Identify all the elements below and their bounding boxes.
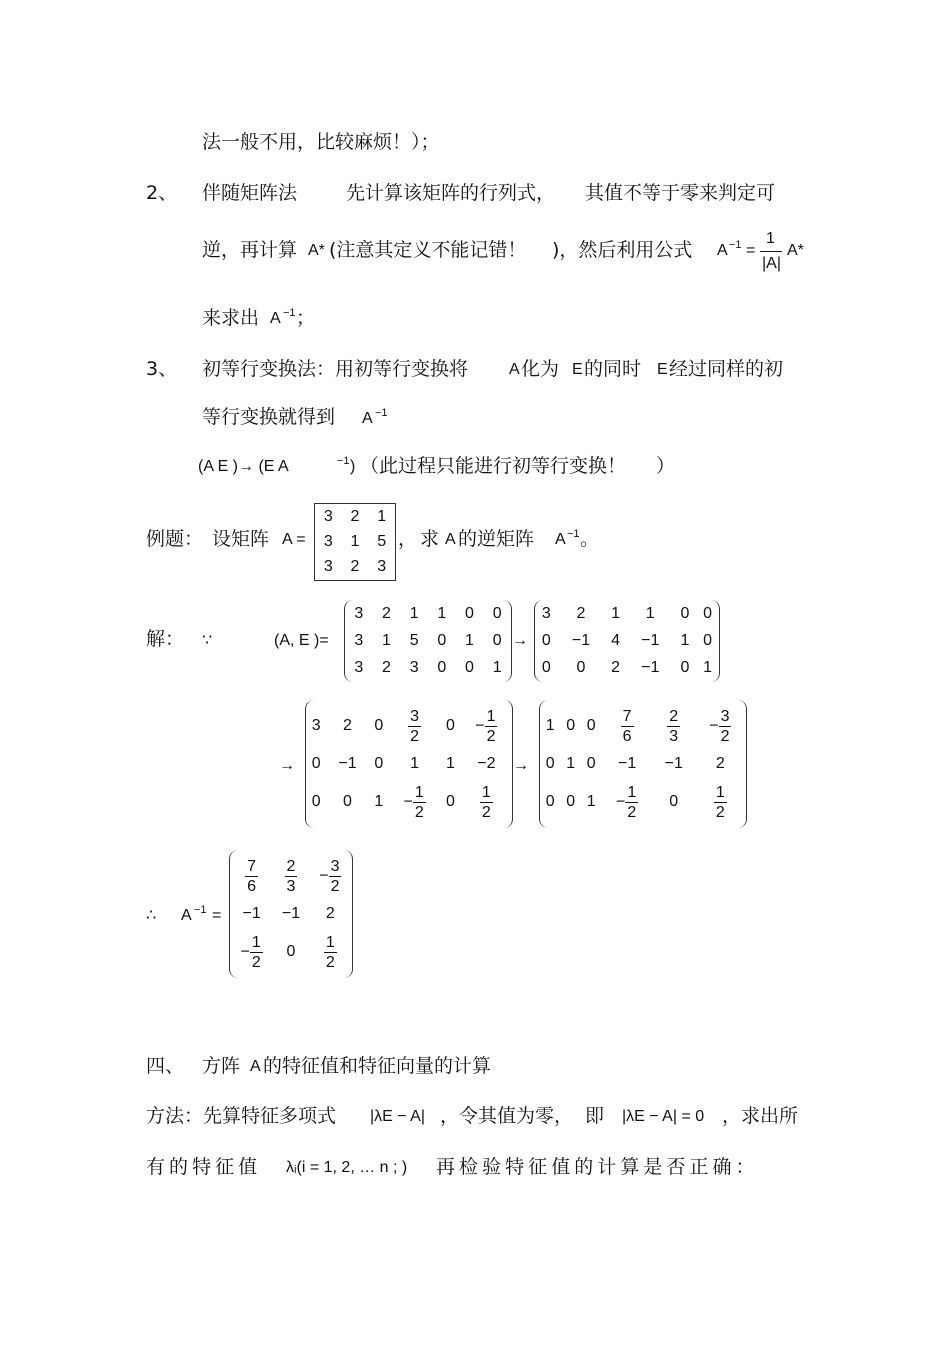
text-line: ） <box>656 455 676 477</box>
matrix-step3: 1 0 0 $\frac{7}{6}$ $\frac{2}{3}$ − $\frac{3}{2}$ 0 1 0 −1 −1 2 0 0 1 − $\frac{1}{2}$ 0 $\frac{1}{2}$ <box>539 700 747 828</box>
text-line: 的同时 <box>584 358 642 380</box>
text-line: ，令其值为零， <box>440 1105 574 1127</box>
because-symbol: ∵ <box>202 632 213 649</box>
section-number: 四、 <box>146 1055 185 1077</box>
text-line: 有 的 特 征 值 <box>146 1156 258 1178</box>
math-A: A <box>250 1058 261 1075</box>
text-line: 设矩阵 <box>212 528 270 550</box>
text-line: ， <box>398 528 418 550</box>
formula-sup: −1 <box>729 239 742 251</box>
math-inverse: A <box>270 310 281 327</box>
math-inverse: A <box>181 907 192 924</box>
math-A: A <box>445 531 456 548</box>
text-line: 的逆矩阵 <box>458 528 535 550</box>
text-line: 来求出 <box>202 307 260 329</box>
item-number: 2、 <box>146 182 178 204</box>
math-E: E <box>572 361 583 378</box>
augmented-label: (A, E )= <box>274 632 329 649</box>
therefore-symbol: ∴ <box>146 907 157 924</box>
math-E: E <box>657 361 668 378</box>
math-sup: −1 <box>567 528 580 540</box>
matrix-AE: 3 2 1 1 0 0 3 1 5 0 1 0 3 2 3 0 0 1 <box>344 600 512 682</box>
method-name: 伴随矩阵法 <box>202 182 298 204</box>
math-adjugate: A* <box>308 242 325 259</box>
eigenvalues: λᵢ(i = 1, 2, … n ; ) <box>286 1159 408 1176</box>
formula-num: 1 <box>766 230 775 247</box>
text-line: 等行变换就得到 <box>202 406 336 428</box>
char-equation: |λE − A| = 0 <box>622 1108 705 1125</box>
example-label: 例题： <box>146 528 204 550</box>
matrix-step1: 3 2 1 1 0 0 0 −1 4 −1 1 0 0 0 2 −1 0 1 <box>534 600 720 682</box>
text-line: 经过同样的初 <box>669 358 784 380</box>
text-line: 初等行变换法：用初等行变换将 <box>202 358 469 380</box>
formula-eq: = <box>746 242 756 259</box>
arrow: → <box>279 757 295 774</box>
math-sup: −1 <box>283 307 296 319</box>
math-sup: −1 <box>375 407 388 419</box>
text-line: 方法：先算特征多项式 <box>146 1105 337 1127</box>
text-line: 化为 <box>521 358 560 380</box>
math-inverse: A <box>555 531 566 548</box>
matrix-A: 3 2 1 3 1 5 3 2 3 <box>314 503 396 581</box>
item-number: 3、 <box>146 358 178 380</box>
text-line: 。 <box>580 528 600 550</box>
text-line: （此过程只能进行初等行变换！ <box>360 455 627 477</box>
text-line: 逆，再计算 <box>202 239 298 261</box>
arrow: → <box>512 632 528 649</box>
math-sup: −1 <box>337 455 350 467</box>
math-paren: ) <box>350 458 356 475</box>
formula-rhs: A* <box>787 242 804 259</box>
text-line: 即 <box>585 1105 605 1127</box>
augmented-expression: (A E )→ (E A <box>198 458 289 475</box>
text-line: (注意其定义不能记错！ <box>329 239 527 261</box>
math-A: A <box>509 361 520 378</box>
math-A-eq: A = <box>282 531 306 548</box>
math-inverse: A <box>362 410 373 427</box>
text-line: 求 <box>420 528 440 550</box>
text-line: ； <box>296 307 316 329</box>
matrix-inverse: $\frac{7}{6}$ $\frac{2}{3}$ − $\frac{3}{2}$ −1 −1 2 − $\frac{1}{2}$ 0 $\frac{1}{2}$ <box>229 850 353 978</box>
section-title: 方阵 <box>202 1055 241 1077</box>
text-line: ，求出所 <box>722 1105 799 1127</box>
matrix-step2: 3 2 0 $\frac{3}{2}$ 0 − $\frac{1}{2}$ 0 −1 0 1 1 −2 0 0 1 − $\frac{1}{2}$ 0 $\frac{1}{2}$ <box>305 700 513 828</box>
char-polynomial: |λE − A| <box>370 1108 426 1125</box>
text-line: 再 检 验 特 征 值 的 计 算 是 否 正 确 ： <box>436 1156 755 1178</box>
math-sup: −1 <box>194 904 207 916</box>
formula-den: |A| <box>762 255 781 272</box>
text-line: 其值不等于零来判定可 <box>585 182 776 204</box>
math-eq: = <box>212 907 222 924</box>
solution-label: 解： <box>146 628 185 650</box>
formula-lhs: A <box>717 242 728 259</box>
text-line: 法一般不用，比较麻烦！）； <box>202 131 440 153</box>
fraction-bar <box>760 251 782 252</box>
text-line: )，然后利用公式 <box>552 239 693 261</box>
text-line: 先计算该矩阵的行列式， <box>346 182 556 204</box>
arrow: → <box>513 757 529 774</box>
section-title: 的特征值和特征向量的计算 <box>263 1055 492 1077</box>
